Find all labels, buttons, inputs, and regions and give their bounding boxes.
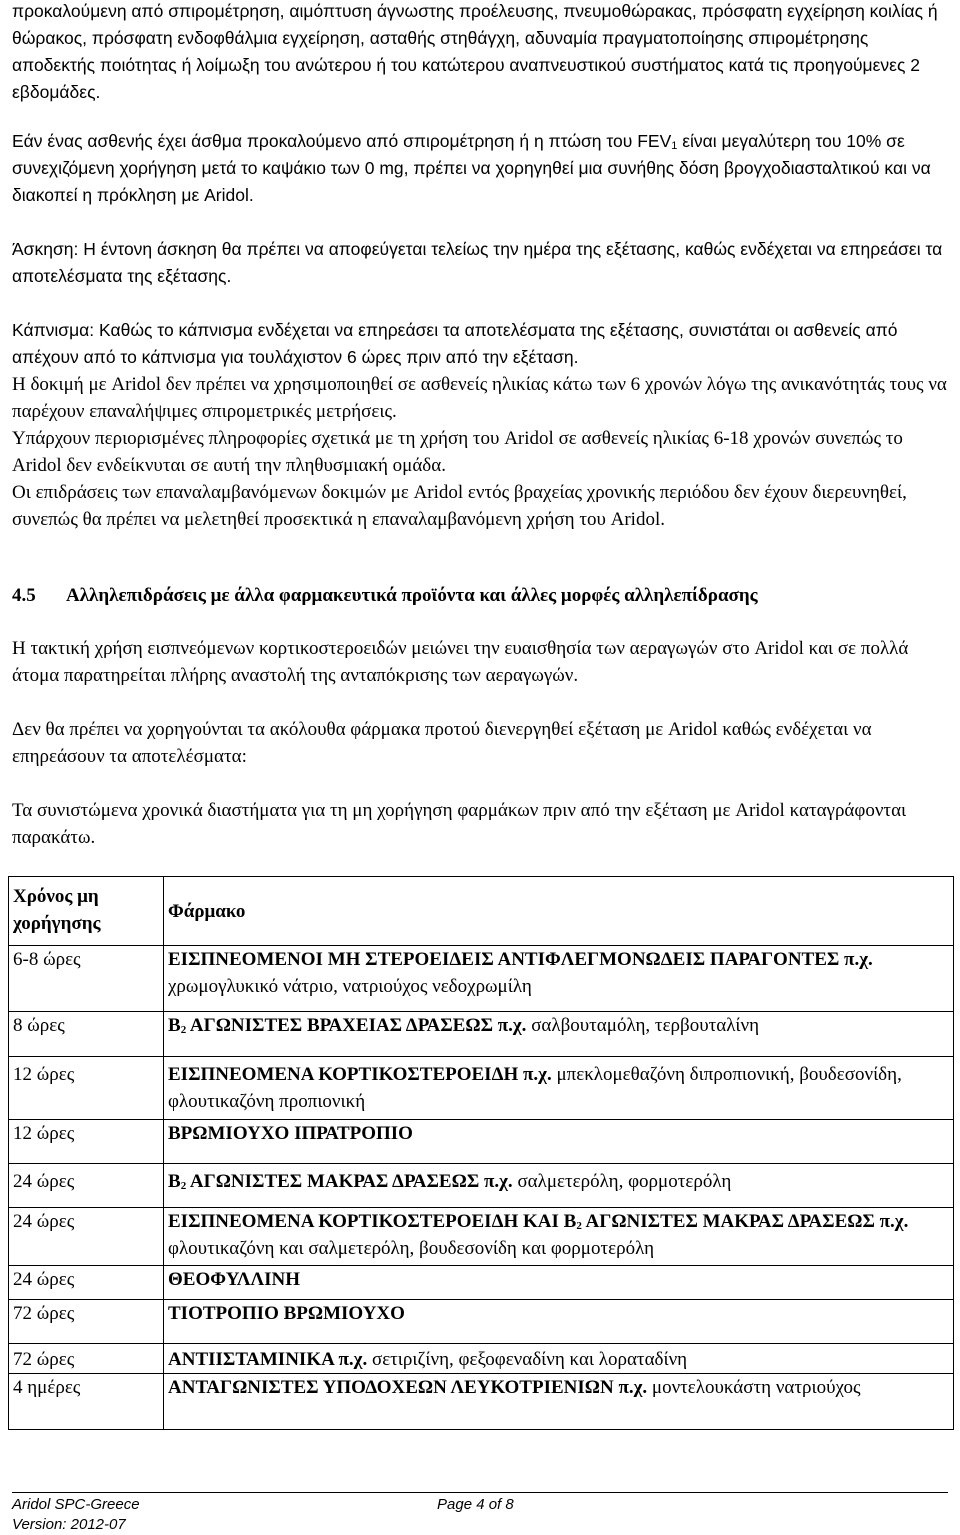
row-drug [164, 1057, 954, 1120]
paragraph-smoking: Κάπνισμα: Καθώς το κάπνισμα ενδέχεται να επηρεάσει τα αποτελέσματα της εξέτασης, συνιστάται οι ασθενείς από απέχουν από το κάπνισμα για τουλάχιστον 6 ώρες πριν από την εξέταση. [12, 320, 898, 367]
row-time: 72 ώρες [9, 1344, 164, 1374]
row-drug [164, 1012, 954, 1057]
section-number: 4.5 [12, 585, 36, 606]
paragraph-contraindications-cont: προκαλούμενη από σπιρομέτρηση, αιμόπτυση άγνωστης προέλευσης, πνευμοθώρακας, πρόσφατη εγχείρηση κοιλίας ή θώρακος, πρόσφατη ενδοφθάλμια εγχείρηση, ασταθής στηθάγχη, αδυναμία πραγματοποίησης σπιρομέτρησης αποδεκτής ποιότητας ή λοίμωξη του ανώτερου ή του κατώτερου αναπνευστικού συστήματος κατά τις προηγούμενες 2 εβδομάδες. [12, 1, 938, 102]
fev-subscript: 1 [671, 140, 678, 152]
table-row [9, 946, 954, 1012]
row-drug [164, 1164, 954, 1208]
drug-class: ΤΙΟΤΡΟΠΙΟ ΒΡΩΜΙΟΥΧΟ [168, 1303, 405, 1324]
section-title: Αλληλεπιδράσεις με άλλα φαρμακευτικά προϊόντα και άλλες μορφές αλληλεπίδρασης [66, 585, 758, 606]
table-row [9, 1164, 954, 1208]
drug-subscript: 2 [576, 1220, 582, 1232]
row-drug [164, 1208, 954, 1266]
drug-class-cont: ΑΓΩΝΙΣΤΕΣ ΜΑΚΡΑΣ ΔΡΑΣΕΩΣ π.χ. [581, 1211, 909, 1232]
paragraph-fev1-text-a: Εάν ένας ασθενής έχει άσθμα προκαλούμενο από σπιρομέτρηση ή η πτώση του FEV [12, 131, 672, 151]
row-time: 8 ώρες [9, 1012, 164, 1057]
drug-class: ΒΡΩΜΙΟΥΧΟ ΙΠΡΑΤΡΟΠΙΟ [168, 1123, 413, 1144]
drug-class: ΑΓΩΝΙΣΤΕΣ ΒΡΑΧΕΙΑΣ ΔΡΑΣΕΩΣ π.χ. [186, 1015, 527, 1036]
page-footer [12, 1492, 948, 1533]
table-row [9, 1120, 954, 1164]
footer-left [12, 1495, 140, 1535]
row-time: 6-8 ώρες [9, 946, 164, 1012]
drug-class-prefix: Β [168, 1015, 181, 1036]
drug-class: ΕΙΣΠΝΕΟΜΕΝΑ ΚΟΡΤΙΚΟΣΤΕΡΟΕΙΔΗ π.χ. [168, 1064, 552, 1085]
header-drug: Φάρμακο [164, 877, 954, 946]
table-row [9, 1344, 954, 1374]
withholding-times-table [8, 876, 954, 1430]
table-row [9, 1266, 954, 1300]
row-drug [164, 1266, 954, 1300]
drug-subscript: 2 [180, 1024, 187, 1036]
paragraph-drugs-not-given: Δεν θα πρέπει να χορηγούνται τα ακόλουθα φάρμακα προτού διενεργηθεί εξέταση με Aridol καθώς ενδέχεται να επηρεάσουν τα αποτελέσματα: [12, 719, 872, 767]
drug-examples: φλουτικαζόνη και σαλμετερόλη, βουδεσονίδη και φορμοτερόλη [168, 1238, 655, 1259]
drug-examples: σαλμετερόλη, φορμοτερόλη [512, 1171, 732, 1192]
table-row [9, 1012, 954, 1057]
drug-examples: σετιριζίνη, φεξοφεναδίνη και λοραταδίνη [367, 1349, 688, 1370]
drug-examples: μπεκλομεθαζόνη διπροπιονική, βουδεσονίδη, φλουτικαζόνη προπιονική [168, 1064, 902, 1112]
table-header-row [9, 877, 954, 946]
drug-class: ΘΕΟΦΥΛΛΙΝΗ [168, 1269, 301, 1290]
drug-examples: μοντελουκάστη νατριούχος [647, 1377, 861, 1398]
drug-subscript: 2 [180, 1180, 187, 1192]
drug-class: ΑΓΩΝΙΣΤΕΣ ΜΑΚΡΑΣ ΔΡΑΣΕΩΣ π.χ. [186, 1171, 513, 1192]
section-heading [12, 582, 952, 609]
drug-examples: σαλβουταμόλη, τερβουταλίνη [526, 1015, 760, 1036]
table-row [9, 1208, 954, 1266]
footer-doc-name: Aridol SPC-Greece [12, 1496, 140, 1513]
paragraph-corticosteroids: Η τακτική χρήση εισπνεόμενων κορτικοστεροειδών μειώνει την ευαισθησία των αεραγωγών στο Aridol και σε πολλά άτομα παρατηρείται πλήρης αναστολή της ανταπόκρισης των αεραγωγών. [12, 638, 909, 686]
paragraph-age-6-18: Υπάρχουν περιορισμένες πληροφορίες σχετικά με τη χρήση του Aridol σε ασθενείς ηλικίας 6-18 χρονών συνεπώς το Aridol δεν ενδείκνυται σε αυτή την πληθυσμιακή ομάδα. [12, 428, 903, 476]
row-drug [164, 946, 954, 1012]
row-time: 72 ώρες [9, 1300, 164, 1344]
row-time: 12 ώρες [9, 1057, 164, 1120]
table-row [9, 1057, 954, 1120]
row-drug [164, 1344, 954, 1374]
row-time: 4 ημέρες [9, 1374, 164, 1430]
drug-class: ΕΙΣΠΝΕΟΜΕΝΟΙ ΜΗ ΣΤΕΡΟΕΙΔΕΙΣ ΑΝΤΙΦΛΕΓΜΟΝΩΔΕΙΣ ΠΑΡΑΓΟΝΤΕΣ π.χ. [168, 949, 873, 970]
footer-version: Version: 2012-07 [12, 1516, 126, 1533]
paragraph-repeated-tests: Οι επιδράσεις των επαναλαμβανόμενων δοκιμών με Aridol εντός βραχείας χρονικής περιόδου δεν έχουν διερευνηθεί, συνεπώς θα πρέπει να μελετηθεί προσεκτικά η επαναλαμβανόμενη χρήση του Aridol. [12, 482, 907, 530]
row-drug [164, 1300, 954, 1344]
row-time: 12 ώρες [9, 1120, 164, 1164]
header-time: Χρόνος μη χορήγησης [9, 877, 164, 946]
row-drug [164, 1374, 954, 1430]
paragraph-intervals-intro: Τα συνιστώμενα χρονικά διαστήματα για τη μη χορήγηση φαρμάκων πριν από την εξέταση με Aridol καταγράφονται παρακάτω. [12, 800, 907, 848]
table-row [9, 1374, 954, 1430]
paragraph-age-under-6: Η δοκιμή με Aridol δεν πρέπει να χρησιμοποιηθεί σε ασθενείς ηλικίας κάτω των 6 χρονών λόγω της ανικανότητάς τους να παρέχουν επαναλήψιμες σπιρομετρικές μετρήσεις. [12, 374, 947, 422]
paragraph-exercise: Άσκηση: Η έντονη άσκηση θα πρέπει να αποφεύγεται τελείως την ημέρα της εξέτασης, καθώς ενδέχεται να επηρεάσει τα αποτελέσματα της εξέτασης. [12, 239, 943, 286]
drug-class: ΑΝΤΙΙΣΤΑΜΙΝΙΚΑ π.χ. [168, 1349, 368, 1370]
row-time: 24 ώρες [9, 1164, 164, 1208]
row-time: 24 ώρες [9, 1208, 164, 1266]
row-time: 24 ώρες [9, 1266, 164, 1300]
row-drug [164, 1120, 954, 1164]
paragraph-fev1-drop [12, 128, 952, 209]
paragraph-fev1-text-b: είναι μεγαλύτερη του 10% σε συνεχιζόμενη χορήγηση μετά το καψάκιο των 0 mg, πρέπει να χορηγηθεί μια συνήθης δόση βρογχοδιασταλτικού και να διακοπεί η πρόκληση με Aridol. [12, 131, 931, 205]
drug-examples: χρωμογλυκικό νάτριο, νατριούχος νεδοχρωμίλη [168, 976, 532, 997]
table-row [9, 1300, 954, 1344]
footer-page-number: Page 4 of 8 [437, 1496, 514, 1513]
drug-class: ΕΙΣΠΝΕΟΜΕΝΑ ΚΟΡΤΙΚΟΣΤΕΡΟΕΙΔΗ ΚΑΙ Β [168, 1211, 577, 1232]
drug-class: ΑΝΤΑΓΩΝΙΣΤΕΣ ΥΠΟΔΟΧΕΩΝ ΛΕΥΚΟΤΡΙΕΝΙΩΝ π.χ. [168, 1377, 648, 1398]
drug-class-prefix: Β [168, 1171, 181, 1192]
